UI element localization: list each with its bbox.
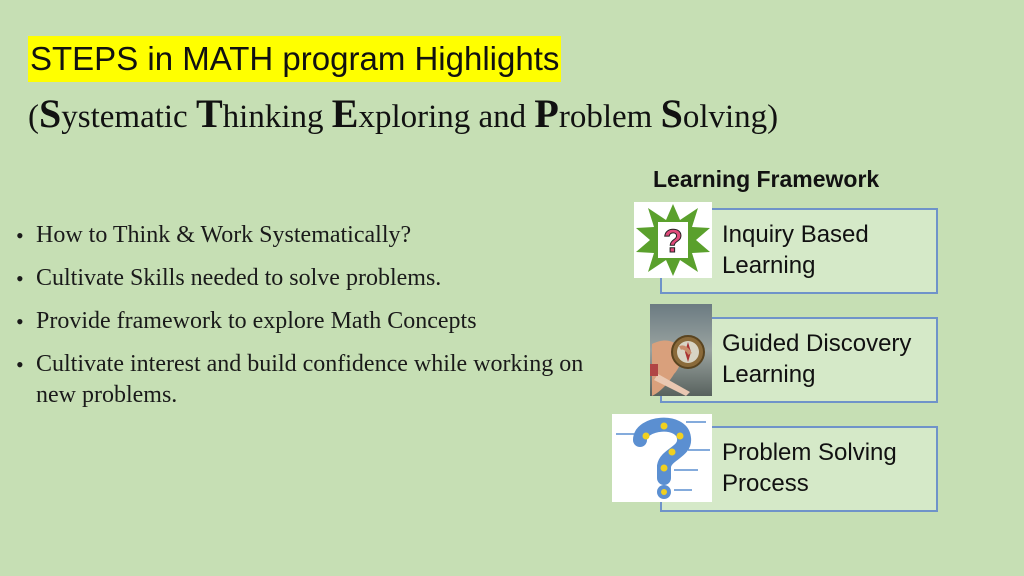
bullet-icon: •	[16, 223, 24, 248]
question-starburst-icon	[634, 202, 712, 278]
bullet-icon: •	[16, 352, 24, 377]
acronym-letter-s: S	[39, 91, 62, 136]
subtitle-acronym	[28, 92, 778, 139]
acronym-letter-e: E	[331, 91, 359, 136]
acronym-letter-t: T	[195, 91, 223, 136]
acronym-letter-p: P	[534, 91, 559, 136]
subtitle-part: (	[28, 99, 39, 135]
list-item	[14, 263, 604, 294]
framework-label: Guided Discovery Learning	[722, 330, 912, 388]
question-mark-steps-image	[612, 414, 712, 502]
list-item	[14, 349, 604, 411]
list-item-text: Provide framework to explore Math Concepts	[36, 308, 477, 334]
framework-label: Problem Solving Process	[722, 439, 897, 497]
list-item-text: Cultivate Skills needed to solve problems.	[36, 265, 442, 291]
svg-text:?: ?	[663, 223, 683, 259]
bullet-icon: •	[16, 266, 24, 291]
framework-label: Inquiry Based Learning	[722, 221, 869, 279]
list-item	[14, 220, 604, 251]
compass-in-hand-image	[650, 304, 712, 396]
framework-title: Learning Framework	[653, 166, 880, 192]
list-item	[14, 306, 604, 337]
subtitle-part: olving)	[682, 99, 779, 135]
highlights-list	[14, 220, 604, 423]
title-highlight: STEPS in MATH program Highlights	[28, 36, 561, 82]
bullet-icon: •	[16, 309, 24, 334]
subtitle-part: hinking	[222, 99, 332, 135]
subtitle-part: xploring and	[358, 99, 535, 135]
subtitle-part: ystematic	[61, 99, 196, 135]
subtitle-part: roblem	[558, 99, 661, 135]
list-item-text: Cultivate interest and build confidence while working on new problems.	[36, 351, 584, 408]
acronym-letter-s2: S	[660, 91, 683, 136]
list-item-text: How to Think & Work Systematically?	[36, 222, 412, 248]
